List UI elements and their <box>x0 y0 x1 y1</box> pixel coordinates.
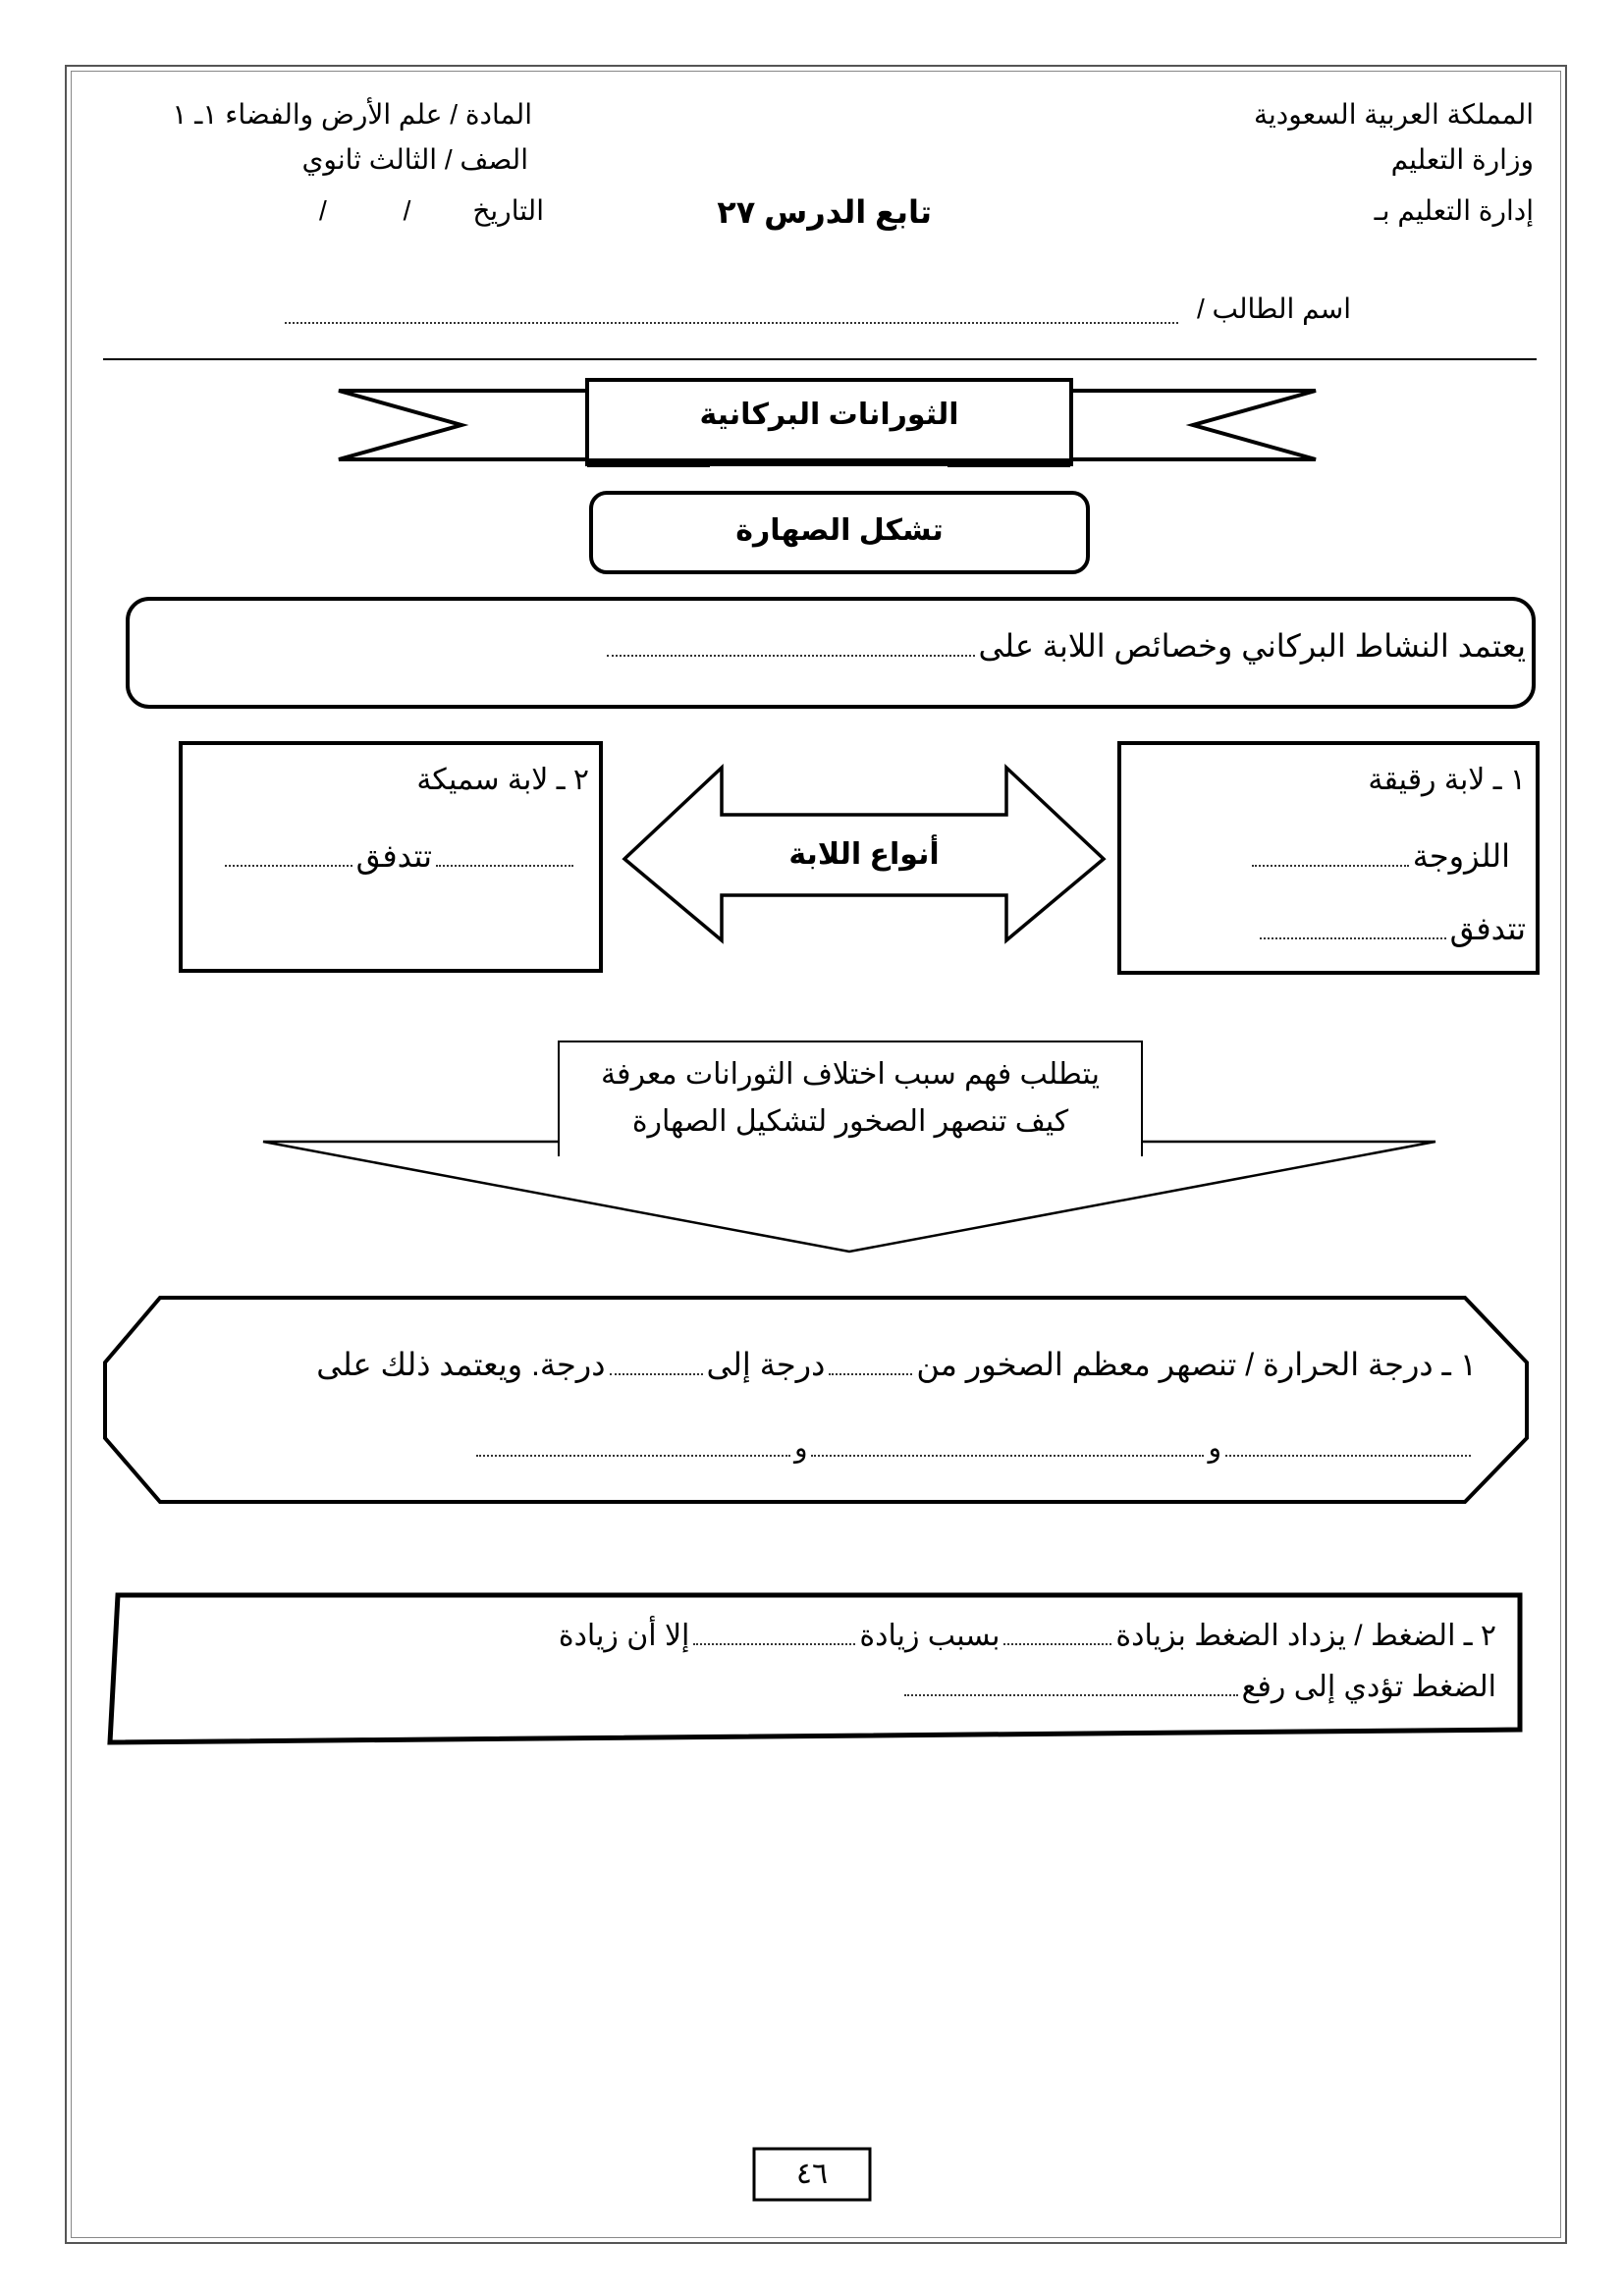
pressure-blank-2[interactable] <box>693 1643 855 1645</box>
thick-lava-title: ٢ ـ لابة سميكة <box>416 764 589 796</box>
pressure-part2: بسبب زيادة <box>859 1620 1001 1652</box>
temperature-part2: درجة إلى <box>706 1347 826 1382</box>
header-subject: المادة / علم الأرض والفضاء ١ـ ١ <box>172 99 532 130</box>
statement-line <box>603 626 1526 666</box>
ribbon-tail-left <box>339 391 589 459</box>
header-ministry: وزارة التعليم <box>1390 144 1534 175</box>
temperature-line-1 <box>316 1345 1477 1384</box>
temp-from-blank[interactable] <box>829 1373 912 1375</box>
temp-to-blank[interactable] <box>610 1373 703 1375</box>
pressure-line-2 <box>900 1669 1496 1706</box>
temperature-line-2 <box>472 1431 1475 1465</box>
subtitle: تشكل الصهارة <box>735 514 944 547</box>
header-date-slashes: / / <box>319 195 411 226</box>
pressure-part3: إلا أن زيادة <box>558 1620 690 1652</box>
statement-text: يعتمد النشاط البركاني وخصائص اللابة على <box>978 628 1526 664</box>
header-directorate: إدارة التعليم بـ <box>1374 195 1534 226</box>
pressure-line2-text: الضغط تؤدي إلى رفع <box>1241 1671 1496 1703</box>
callout-arrow <box>263 1142 1435 1252</box>
thick-lava-flow-line <box>221 836 577 876</box>
temp-factor-blank-2[interactable] <box>811 1455 1204 1457</box>
banner-title: الثورانات البركانية <box>699 399 959 431</box>
temperature-part1: ١ ـ درجة الحرارة / تنصهر معظم الصخور من <box>916 1347 1477 1382</box>
pressure-line-1 <box>559 1618 1496 1655</box>
thin-lava-viscosity-line <box>1248 836 1510 876</box>
thick-flow-blank-1[interactable] <box>436 865 573 867</box>
temperature-and-2: و <box>793 1432 808 1463</box>
pressure-blank-3[interactable] <box>904 1694 1238 1696</box>
callout-line-1: يتطلب فهم سبب اختلاف الثورانات معرفة <box>601 1058 1100 1091</box>
temperature-and-1: و <box>1208 1432 1221 1463</box>
thin-lava-title: ١ ـ لابة رقيقة <box>1368 764 1526 796</box>
thin-flow-blank[interactable] <box>1260 937 1446 939</box>
thin-lava-flow-line <box>1256 909 1526 948</box>
ribbon-tail-right <box>1065 391 1316 459</box>
pressure-part1: ٢ ـ الضغط / يزداد الضغط بزيادة <box>1115 1620 1496 1652</box>
temperature-octagon <box>105 1298 1527 1502</box>
header-country: المملكة العربية السعودية <box>1253 99 1534 130</box>
temperature-part3: درجة. ويعتمد ذلك على <box>316 1347 606 1382</box>
lava-types-label: أنواع اللابة <box>788 838 940 871</box>
thin-lava-flow: تتدفق <box>1449 911 1526 946</box>
temp-factor-blank-3[interactable] <box>476 1455 790 1457</box>
header-date-label: التاريخ <box>472 195 544 226</box>
header-grade: الصف / الثالث ثانوي <box>301 144 528 175</box>
thick-lava-flow: تتدفق <box>355 838 432 874</box>
thin-lava-viscosity: اللزوجة <box>1412 838 1510 874</box>
temp-factor-blank-1[interactable] <box>1225 1455 1471 1457</box>
thick-flow-blank-2[interactable] <box>225 865 352 867</box>
page-number: ٤٦ <box>795 2158 829 2190</box>
statement-blank[interactable] <box>607 655 975 657</box>
callout-line-2: كيف تنصهر الصخور لتشكيل الصهارة <box>631 1105 1069 1138</box>
thin-viscosity-blank[interactable] <box>1252 865 1409 867</box>
pressure-blank-1[interactable] <box>1003 1643 1111 1645</box>
lesson-title: تابع الدرس ٢٧ <box>717 194 932 230</box>
student-name-label: اسم الطالب / <box>1196 294 1351 324</box>
